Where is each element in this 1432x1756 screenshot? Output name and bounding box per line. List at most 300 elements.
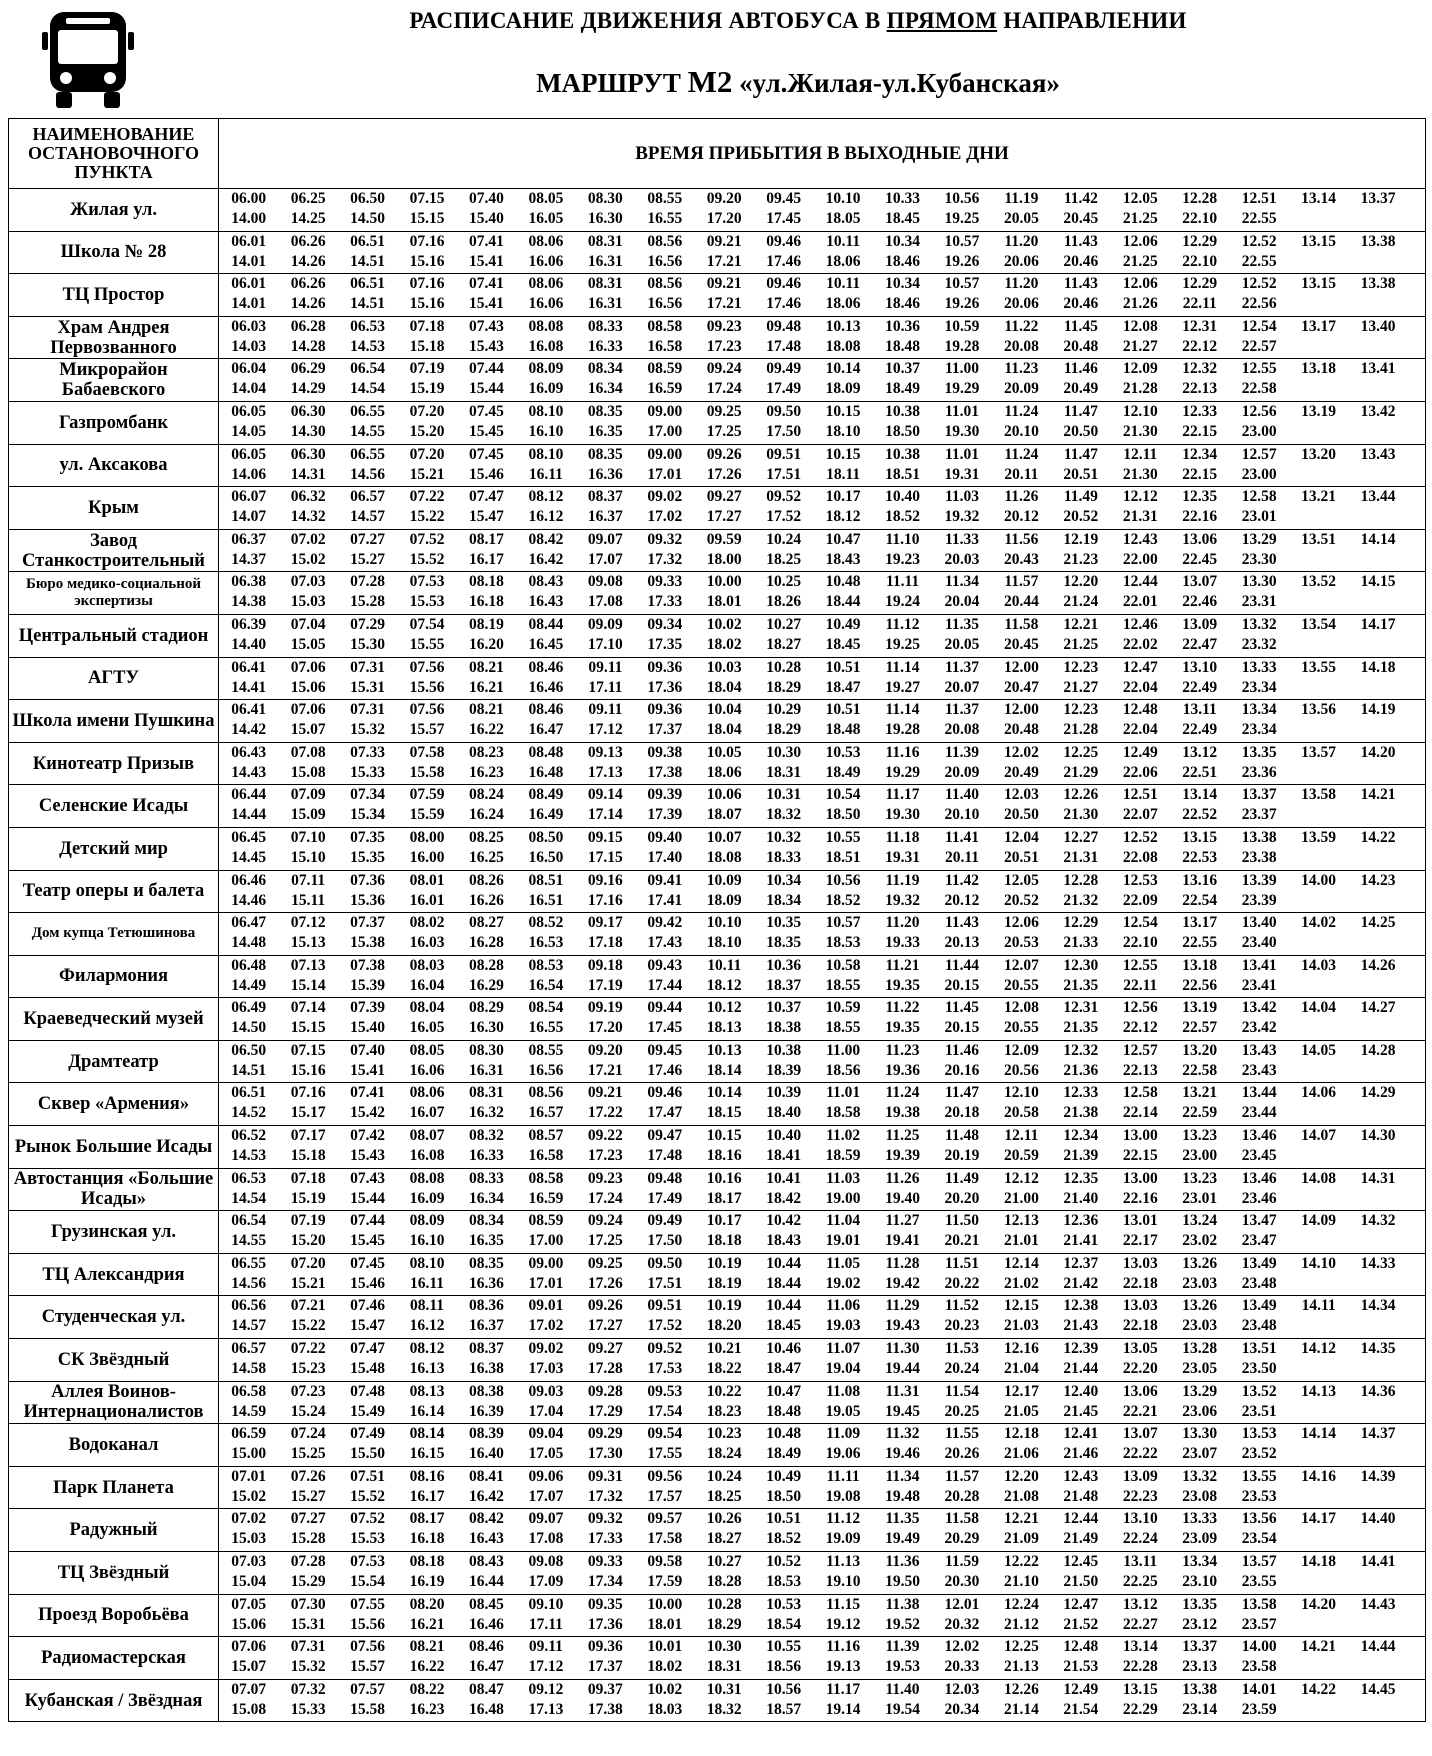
arrival-time: 21.39 <box>1063 1147 1099 1165</box>
arrival-time: 16.42 <box>528 550 564 568</box>
stop-name: Кубанская / Звёздная <box>9 1679 219 1722</box>
table-row <box>9 487 1426 530</box>
arrival-time: 18.35 <box>766 934 802 952</box>
arrival-time: 17.19 <box>587 976 623 994</box>
arrival-time: 09.42 <box>647 914 683 932</box>
arrival-time: 19.30 <box>885 806 920 824</box>
table-row <box>9 1509 1426 1552</box>
arrival-time: 18.52 <box>885 508 920 526</box>
arrival-time: 19.54 <box>885 1700 920 1718</box>
arrival-time: 18.56 <box>825 1061 861 1079</box>
arrival-time: 08.34 <box>587 360 623 378</box>
arrival-time: 12.31 <box>1063 999 1099 1017</box>
arrival-time: 14.27 <box>1360 999 1396 1017</box>
stop-name: ТЦ Звёздный <box>9 1552 219 1595</box>
arrival-time: 09.33 <box>587 1553 623 1570</box>
arrival-time: 19.45 <box>885 1402 920 1420</box>
arrival-time: 10.13 <box>825 317 861 335</box>
arrival-time: 07.04 <box>290 615 326 633</box>
times-row-upper <box>219 700 1425 720</box>
arrival-time: 15.21 <box>409 465 445 483</box>
arrival-time: 17.51 <box>647 1274 683 1292</box>
stop-name: Драмтеатр <box>9 1040 219 1083</box>
arrival-time: 14.26 <box>1360 956 1396 974</box>
arrival-time: 19.31 <box>885 848 920 866</box>
arrival-time: 10.51 <box>766 1510 802 1528</box>
arrival-time: 08.39 <box>469 1425 504 1443</box>
arrival-time: 07.12 <box>290 914 326 932</box>
arrival-time: 21.05 <box>1003 1402 1039 1420</box>
arrival-time: 14.01 <box>231 252 267 270</box>
arrival-time: 16.11 <box>410 1274 445 1292</box>
arrival-time: 11.12 <box>885 615 920 633</box>
arrival-time: 23.37 <box>1241 806 1277 824</box>
arrival-time: 18.39 <box>766 1061 802 1079</box>
arrival-time: 12.21 <box>1003 1510 1039 1528</box>
arrival-time: 15.06 <box>231 1615 267 1633</box>
arrival-time: 22.06 <box>1122 763 1158 781</box>
arrival-time: 16.46 <box>469 1615 504 1633</box>
arrival-time: 13.33 <box>1182 1510 1218 1528</box>
arrival-time: 13.17 <box>1301 317 1337 335</box>
arrival-time: 09.03 <box>528 1382 564 1400</box>
arrival-time: 22.57 <box>1241 337 1277 355</box>
arrival-time: 19.35 <box>885 1019 920 1037</box>
arrival-time: 11.47 <box>1063 445 1098 463</box>
times-row-upper <box>219 1254 1425 1274</box>
arrival-time: 13.18 <box>1301 360 1337 378</box>
arrival-time: 17.49 <box>766 380 802 398</box>
times-row-lower <box>219 1231 1425 1251</box>
arrival-time: 10.28 <box>706 1595 742 1613</box>
arrival-time: 18.50 <box>766 1487 802 1505</box>
arrival-time: 11.43 <box>1063 275 1098 293</box>
arrival-time: 13.12 <box>1122 1595 1158 1613</box>
arrival-time: 23.46 <box>1241 1189 1277 1207</box>
arrival-time: 20.44 <box>1003 593 1039 611</box>
arrival-time: 14.36 <box>1360 1382 1396 1400</box>
arrival-time: 10.02 <box>706 615 742 633</box>
arrival-time: 18.38 <box>766 1019 802 1037</box>
arrival-times <box>219 1126 1426 1169</box>
arrival-time: 11.53 <box>944 1340 979 1358</box>
arrival-time: 11.31 <box>885 1382 920 1400</box>
schedule-title <box>208 8 1388 34</box>
arrival-time: 22.49 <box>1182 678 1218 696</box>
times-row-upper <box>219 1424 1425 1444</box>
arrival-time: 22.15 <box>1122 1147 1158 1165</box>
arrival-time: 11.01 <box>944 402 979 420</box>
arrival-time: 14.06 <box>231 465 267 483</box>
arrival-time: 06.07 <box>231 488 267 506</box>
arrival-time: 11.00 <box>944 360 979 378</box>
arrival-time: 17.30 <box>587 1445 623 1463</box>
arrival-time: 09.27 <box>706 488 742 506</box>
arrival-time: 20.51 <box>1003 848 1039 866</box>
arrival-time: 14.10 <box>1301 1254 1337 1272</box>
arrival-time: 17.20 <box>587 1019 623 1037</box>
arrival-time: 11.37 <box>944 658 979 676</box>
arrival-time: 16.08 <box>409 1147 445 1165</box>
arrival-time: 18.44 <box>825 593 861 611</box>
arrival-time: 18.45 <box>825 635 861 653</box>
arrival-time: 20.09 <box>944 763 980 781</box>
arrival-time: 20.08 <box>1003 337 1039 355</box>
arrival-time: 12.54 <box>1241 317 1277 335</box>
arrival-time: 15.56 <box>350 1615 386 1633</box>
arrival-time: 11.01 <box>944 445 979 463</box>
arrival-times <box>219 487 1426 530</box>
arrival-time: 14.51 <box>350 252 386 270</box>
arrival-time: 17.46 <box>766 252 802 270</box>
arrival-time: 07.35 <box>350 828 386 846</box>
arrival-time: 13.40 <box>1241 914 1277 932</box>
arrival-time: 22.11 <box>1182 295 1217 313</box>
arrival-time: 16.37 <box>469 1317 504 1335</box>
arrival-time: 07.20 <box>409 402 445 420</box>
arrival-time: 17.45 <box>766 210 802 227</box>
arrival-time: 11.07 <box>826 1340 861 1358</box>
arrival-time: 09.26 <box>706 445 742 463</box>
arrival-time: 21.25 <box>1122 210 1158 227</box>
arrival-time: 13.00 <box>1122 1127 1158 1145</box>
arrival-time: 13.41 <box>1241 956 1277 974</box>
arrival-time: 18.48 <box>825 721 861 739</box>
arrival-time: 18.25 <box>706 1487 742 1505</box>
arrival-time: 16.12 <box>528 508 564 526</box>
arrival-time: 11.45 <box>944 999 979 1017</box>
arrival-time: 14.35 <box>1360 1340 1396 1358</box>
arrival-time: 20.53 <box>1003 934 1039 952</box>
arrival-time: 06.45 <box>231 828 267 846</box>
times-row-upper <box>219 572 1425 592</box>
arrival-time: 11.37 <box>944 701 979 719</box>
arrival-time: 08.41 <box>469 1467 504 1485</box>
arrival-time: 13.54 <box>1301 615 1337 633</box>
arrival-time: 15.40 <box>469 210 504 227</box>
arrival-time: 17.27 <box>706 508 742 526</box>
arrival-time: 12.21 <box>1063 615 1099 633</box>
arrival-time: 13.57 <box>1241 1553 1277 1570</box>
arrival-time: 19.25 <box>944 210 980 227</box>
times-row-upper <box>219 402 1425 422</box>
arrival-time: 17.58 <box>647 1530 683 1548</box>
arrival-time: 13.32 <box>1182 1467 1218 1485</box>
arrival-time: 11.50 <box>944 1212 979 1230</box>
arrival-time: 18.55 <box>825 1019 861 1037</box>
arrival-time: 22.14 <box>1122 1104 1158 1122</box>
arrival-time: 08.20 <box>409 1595 445 1613</box>
arrival-time: 10.22 <box>706 1382 742 1400</box>
arrival-time: 07.08 <box>290 743 326 761</box>
arrival-times <box>219 955 1426 998</box>
arrival-time: 19.31 <box>944 465 980 483</box>
arrival-time: 23.50 <box>1241 1360 1277 1378</box>
arrival-time: 06.37 <box>231 530 267 548</box>
arrival-time: 16.00 <box>409 848 445 866</box>
arrival-time: 18.31 <box>766 763 802 781</box>
arrival-time: 06.05 <box>231 445 267 463</box>
arrival-time: 17.24 <box>706 380 742 398</box>
header <box>8 0 1426 118</box>
arrival-time: 10.19 <box>706 1254 742 1272</box>
arrival-time: 14.00 <box>1301 871 1337 889</box>
arrival-time: 13.19 <box>1301 402 1337 420</box>
arrival-time: 23.32 <box>1241 635 1277 653</box>
arrival-time: 23.55 <box>1241 1573 1277 1590</box>
arrival-time: 13.59 <box>1301 828 1337 846</box>
arrival-time: 16.33 <box>587 337 623 355</box>
table-row <box>9 785 1426 828</box>
arrival-time: 09.32 <box>587 1510 623 1528</box>
arrival-time: 08.55 <box>647 190 683 207</box>
arrival-time: 20.10 <box>1003 422 1039 440</box>
arrival-time: 23.57 <box>1241 1615 1277 1633</box>
arrival-time: 17.37 <box>587 1658 623 1676</box>
arrival-time: 13.55 <box>1241 1467 1277 1485</box>
arrival-time: 10.56 <box>944 190 980 207</box>
arrival-time: 16.01 <box>409 891 445 909</box>
arrival-time: 11.17 <box>885 786 920 804</box>
arrival-time: 18.50 <box>825 806 861 824</box>
arrival-time: 19.00 <box>825 1189 861 1207</box>
arrival-time: 17.07 <box>587 550 623 568</box>
arrival-time: 21.38 <box>1063 1104 1099 1122</box>
arrival-time: 08.47 <box>469 1680 504 1698</box>
arrival-time: 21.12 <box>1003 1615 1039 1633</box>
arrival-time: 13.28 <box>1182 1340 1218 1358</box>
arrival-time: 14.45 <box>1360 1680 1396 1698</box>
arrival-time: 12.27 <box>1063 828 1099 846</box>
arrival-time: 17.08 <box>528 1530 564 1548</box>
arrival-time: 20.05 <box>1003 210 1039 227</box>
arrival-time: 13.39 <box>1241 871 1277 889</box>
arrival-time: 15.28 <box>290 1530 326 1548</box>
arrival-time: 18.49 <box>885 380 920 398</box>
arrival-time: 23.13 <box>1182 1658 1218 1676</box>
arrival-time: 15.57 <box>409 721 445 739</box>
arrival-time: 10.56 <box>825 871 861 889</box>
arrival-time: 14.26 <box>290 295 326 313</box>
arrival-time: 09.50 <box>647 1254 683 1272</box>
times-row-lower <box>219 1274 1425 1294</box>
arrival-time: 07.58 <box>409 743 445 761</box>
arrival-time: 14.43 <box>1360 1595 1396 1613</box>
arrival-time: 13.35 <box>1241 743 1277 761</box>
arrival-time: 09.34 <box>647 615 683 633</box>
arrival-time: 10.35 <box>766 914 802 932</box>
arrival-time: 11.05 <box>826 1254 861 1272</box>
arrival-time: 09.13 <box>587 743 623 761</box>
arrival-time: 23.34 <box>1241 678 1277 696</box>
arrival-time: 07.31 <box>290 1638 326 1656</box>
arrival-time: 17.26 <box>706 465 742 483</box>
arrival-time: 07.17 <box>290 1127 326 1145</box>
arrival-time: 07.41 <box>350 1084 386 1102</box>
arrival-time: 14.52 <box>231 1104 267 1122</box>
arrival-time: 13.24 <box>1182 1212 1218 1230</box>
times-row-lower <box>219 1189 1425 1209</box>
arrival-time: 18.32 <box>766 806 802 824</box>
arrival-times <box>219 189 1426 232</box>
arrival-time: 18.52 <box>766 1530 802 1548</box>
arrival-time: 15.43 <box>350 1147 386 1165</box>
arrival-time: 20.48 <box>1003 721 1039 739</box>
times-row-lower <box>219 1146 1425 1166</box>
arrival-time: 08.13 <box>409 1382 445 1400</box>
arrival-time: 19.38 <box>885 1104 920 1122</box>
table-row <box>9 1296 1426 1339</box>
arrival-time: 13.38 <box>1241 828 1277 846</box>
arrival-time: 13.41 <box>1360 360 1396 378</box>
arrival-time: 23.48 <box>1241 1317 1277 1335</box>
arrival-time: 17.52 <box>647 1317 683 1335</box>
times-row-upper <box>219 1595 1425 1615</box>
arrival-time: 10.36 <box>766 956 802 974</box>
arrival-time: 15.47 <box>350 1317 386 1335</box>
arrival-time: 16.49 <box>528 806 564 824</box>
arrival-time: 18.06 <box>825 252 861 270</box>
stop-name: Микрорайон Бабаевского <box>9 359 219 402</box>
arrival-time: 16.22 <box>409 1658 445 1676</box>
arrival-time: 22.07 <box>1122 806 1158 824</box>
arrival-time: 17.00 <box>528 1232 564 1250</box>
times-row-lower <box>219 1018 1425 1038</box>
arrival-time: 10.56 <box>766 1680 802 1698</box>
arrival-time: 17.41 <box>647 891 683 909</box>
arrival-time: 14.22 <box>1301 1680 1337 1698</box>
arrival-time: 18.24 <box>706 1445 742 1463</box>
arrival-time: 14.26 <box>290 252 326 270</box>
arrival-time: 20.13 <box>944 934 980 952</box>
arrival-time: 11.59 <box>944 1553 979 1570</box>
times-row-upper <box>219 487 1425 507</box>
arrival-time: 20.51 <box>1063 465 1099 483</box>
arrival-time: 20.50 <box>1003 806 1039 824</box>
arrival-time: 09.27 <box>587 1340 623 1358</box>
arrival-time: 12.03 <box>1003 786 1039 804</box>
arrival-time: 12.25 <box>1003 1638 1039 1656</box>
times-row-upper <box>219 743 1425 763</box>
times-row-lower <box>219 507 1425 527</box>
table-row <box>9 1424 1426 1467</box>
arrival-time: 11.10 <box>885 530 920 548</box>
arrival-time: 09.36 <box>587 1638 623 1656</box>
arrival-time: 21.42 <box>1063 1274 1099 1292</box>
arrival-time: 10.58 <box>825 956 861 974</box>
arrival-time: 17.08 <box>587 593 623 611</box>
arrival-time: 12.02 <box>944 1638 980 1656</box>
arrival-time: 13.23 <box>1182 1169 1218 1187</box>
arrival-time: 09.14 <box>587 786 623 804</box>
arrival-time: 10.47 <box>825 530 861 548</box>
arrival-time: 23.44 <box>1241 1104 1277 1122</box>
arrival-time: 21.49 <box>1063 1530 1099 1548</box>
arrival-time: 21.13 <box>1003 1658 1039 1676</box>
arrival-time: 13.15 <box>1301 275 1337 293</box>
times-row-upper <box>219 1126 1425 1146</box>
arrival-time: 07.14 <box>290 999 326 1017</box>
arrival-time: 18.42 <box>766 1189 802 1207</box>
arrival-time: 06.44 <box>231 786 267 804</box>
arrival-time: 07.19 <box>290 1212 326 1230</box>
arrival-time: 13.23 <box>1182 1127 1218 1145</box>
table-row <box>9 614 1426 657</box>
arrival-time: 07.57 <box>350 1680 386 1698</box>
arrival-time: 09.36 <box>647 701 683 719</box>
arrival-time: 09.01 <box>528 1297 564 1315</box>
stop-name: Селенские Исады <box>9 785 219 828</box>
arrival-time: 08.38 <box>469 1382 504 1400</box>
arrival-time: 10.53 <box>825 743 861 761</box>
arrival-time: 22.21 <box>1122 1402 1158 1420</box>
arrival-time: 12.02 <box>1003 743 1039 761</box>
arrival-time: 15.41 <box>469 295 504 313</box>
arrival-time: 09.56 <box>647 1467 683 1485</box>
stop-name: Центральный стадион <box>9 614 219 657</box>
arrival-time: 10.40 <box>885 488 920 506</box>
arrival-time: 06.57 <box>350 488 386 506</box>
arrival-time: 21.25 <box>1122 252 1158 270</box>
arrival-time: 20.11 <box>944 848 979 866</box>
arrival-time: 21.09 <box>1003 1530 1039 1548</box>
arrival-time: 15.21 <box>290 1274 326 1292</box>
arrival-time: 16.53 <box>528 934 564 952</box>
arrival-time: 23.42 <box>1241 1019 1277 1037</box>
arrival-time: 12.48 <box>1122 701 1158 719</box>
arrival-time: 20.59 <box>1003 1147 1039 1165</box>
arrival-times <box>219 274 1426 317</box>
arrival-time: 13.38 <box>1360 232 1396 250</box>
arrival-time: 23.52 <box>1241 1445 1277 1463</box>
arrival-time: 07.51 <box>350 1467 386 1485</box>
arrival-time: 19.32 <box>885 891 920 909</box>
arrival-time: 22.55 <box>1241 210 1277 227</box>
arrival-time: 10.59 <box>825 999 861 1017</box>
arrival-time: 17.23 <box>706 337 742 355</box>
arrival-time: 23.58 <box>1241 1658 1277 1676</box>
arrival-time: 14.31 <box>290 465 326 483</box>
arrival-time: 20.32 <box>944 1615 980 1633</box>
arrival-time: 11.20 <box>1004 232 1039 250</box>
arrival-time: 17.15 <box>587 848 623 866</box>
arrival-time: 18.47 <box>766 1360 802 1378</box>
arrival-time: 10.03 <box>706 658 742 676</box>
arrival-time: 07.44 <box>469 360 504 378</box>
arrival-time: 17.29 <box>587 1402 623 1420</box>
arrival-time: 18.45 <box>766 1317 802 1335</box>
arrival-time: 14.25 <box>1360 914 1396 932</box>
arrival-time: 14.50 <box>231 1019 267 1037</box>
arrival-time: 16.11 <box>528 465 563 483</box>
arrival-time: 18.06 <box>825 295 861 313</box>
arrival-time: 17.45 <box>647 1019 683 1037</box>
arrival-time: 13.44 <box>1241 1084 1277 1102</box>
arrival-time: 12.34 <box>1063 1127 1099 1145</box>
schedule-table <box>8 118 1426 1722</box>
arrival-time: 18.43 <box>825 550 861 568</box>
arrival-time: 17.11 <box>588 678 623 696</box>
arrival-time: 10.29 <box>766 701 802 719</box>
arrival-time: 15.20 <box>290 1232 326 1250</box>
times-row-lower <box>219 763 1425 783</box>
arrival-time: 12.11 <box>1123 445 1158 463</box>
arrival-time: 10.55 <box>766 1638 802 1656</box>
arrival-time: 07.52 <box>409 530 445 548</box>
arrival-time: 10.37 <box>766 999 802 1017</box>
arrival-time: 09.59 <box>706 530 742 548</box>
arrival-times <box>219 1594 1426 1637</box>
